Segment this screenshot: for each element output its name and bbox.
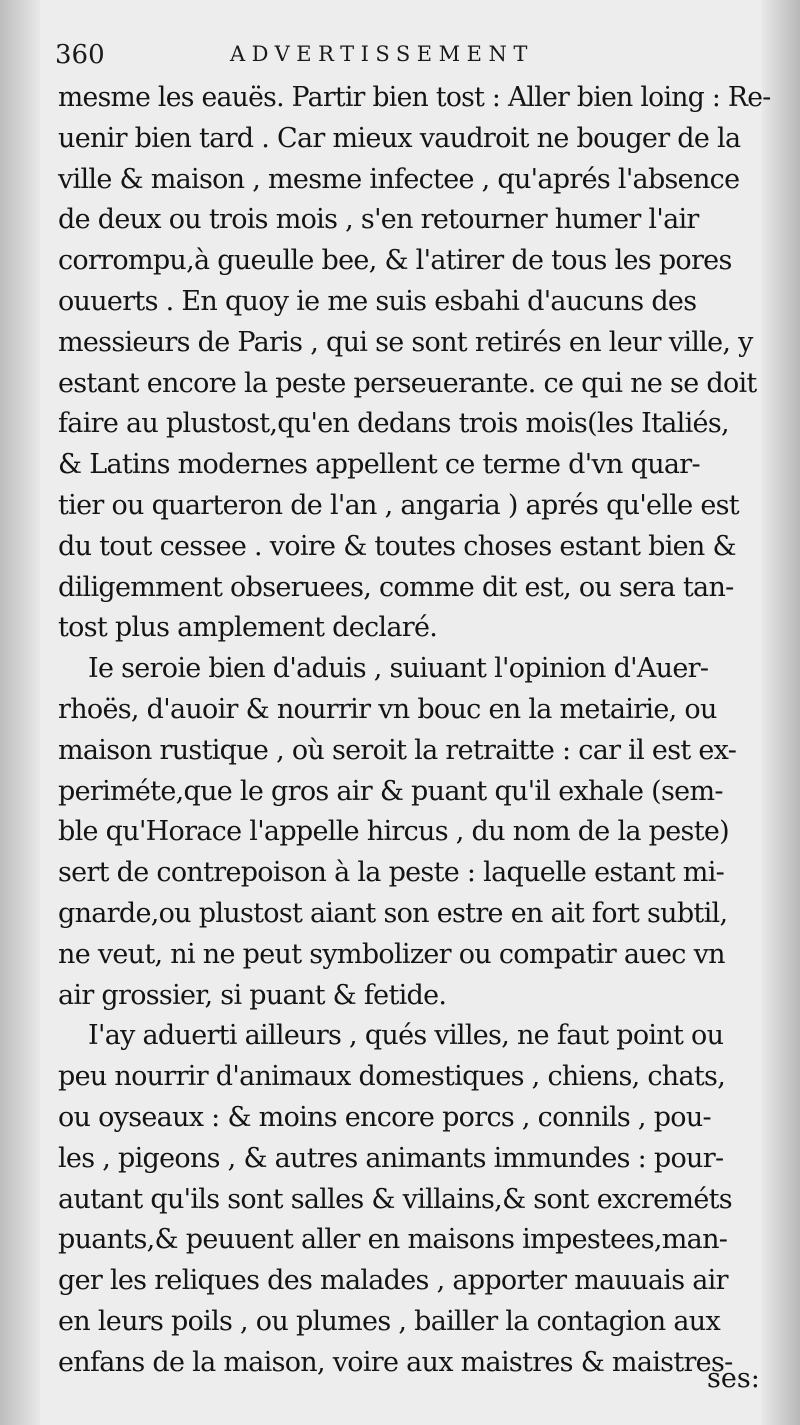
text-line: & Latins modernes appellent ce terme d'vn quar- [58,449,700,481]
page-number: 360 [55,40,105,70]
text-line: ger les reliques des malades , apporter mauuais air [58,1265,728,1297]
text-line: maison rustique , où seroit la retraitte : car il est ex- [58,734,737,766]
paragraph-start-line: I'ay aduerti ailleurs , qués villes, ne faut point ou [88,1020,724,1052]
text-line: corrompu,à gueulle bee, & l'atirer de tous les pores [58,245,732,277]
text-line: de deux ou trois mois , s'en retourner humer l'air [58,204,699,236]
text-line: gnarde,ou plustost aiant son estre en ait fort subtil, [58,898,728,929]
text-line: diligemment obseruees, comme dit est, ou sera tan- [58,571,734,603]
text-line: puants,& peuuent aller en maisons impestees,man- [58,1224,728,1256]
page-header [55,38,755,78]
text-line: en leurs poils , ou plumes , bailler la contagion aux [58,1306,720,1337]
text-line: tost plus amplement declaré. [58,612,438,644]
text-line: sert de contrepoison à la peste : laquelle estant mi- [58,857,725,889]
catchword: ses: [707,1363,760,1394]
page-gutter-shadow [0,0,40,1425]
text-line: autant qu'ils sont salles & villains,& sont excreméts [58,1183,732,1215]
text-line: du tout cessee . voire & toutes choses estant bien & [58,530,736,562]
text-line: periméte,que le gros air & puant qu'il exhale (sem- [58,775,723,807]
text-line: messieurs de Paris , qui se sont retirés en leur ville, y [58,326,753,358]
running-head: ADVERTISSEMENT [230,42,534,66]
text-line: peu nourrir d'animaux domestiques , chiens, chats, [58,1061,726,1093]
text-line: ou oyseaux : & moins encore porcs , connils , pou- [58,1102,711,1133]
text-line: tier ou quarteron de l'an , angaria ) aprés qu'elle est [58,490,739,521]
text-line: enfans de la maison, voire aux maistres & maistres- [58,1346,733,1378]
text-line: les , pigeons , & autres animants immundes : pour- [58,1142,724,1174]
text-line: ville & maison , mesme infectee , qu'aprés l'absence [58,163,740,195]
text-line: ouuerts . En quoy ie me suis esbahi d'aucuns des [58,286,697,317]
text-line: faire au plustost,qu'en dedans trois mois(les Italiés, [58,408,729,440]
text-line: ble qu'Horace l'appelle hircus , du nom de la peste) [58,816,729,848]
text-line: rhoës, d'auoir & nourrir vn bouc en la metairie, ou [58,694,717,725]
text-line: ne veut, ni ne peut symbolizer ou compatir auec vn [58,938,725,970]
text-line: air grossier, si puant & fetide. [58,979,447,1011]
text-line: uenir bien tard . Car mieux vaudroit ne bouger de la [58,122,741,154]
text-line: estant encore la peste perseuerante. ce qui ne se doit [58,367,757,399]
page-edge-shadow [762,0,800,1425]
text-line: mesme les eauës. Partir bien tost : Aller bien loing : Re- [58,82,771,113]
paragraph-start-line: Ie seroie bien d'aduis , suiuant l'opinion d'Auer- [88,653,709,685]
